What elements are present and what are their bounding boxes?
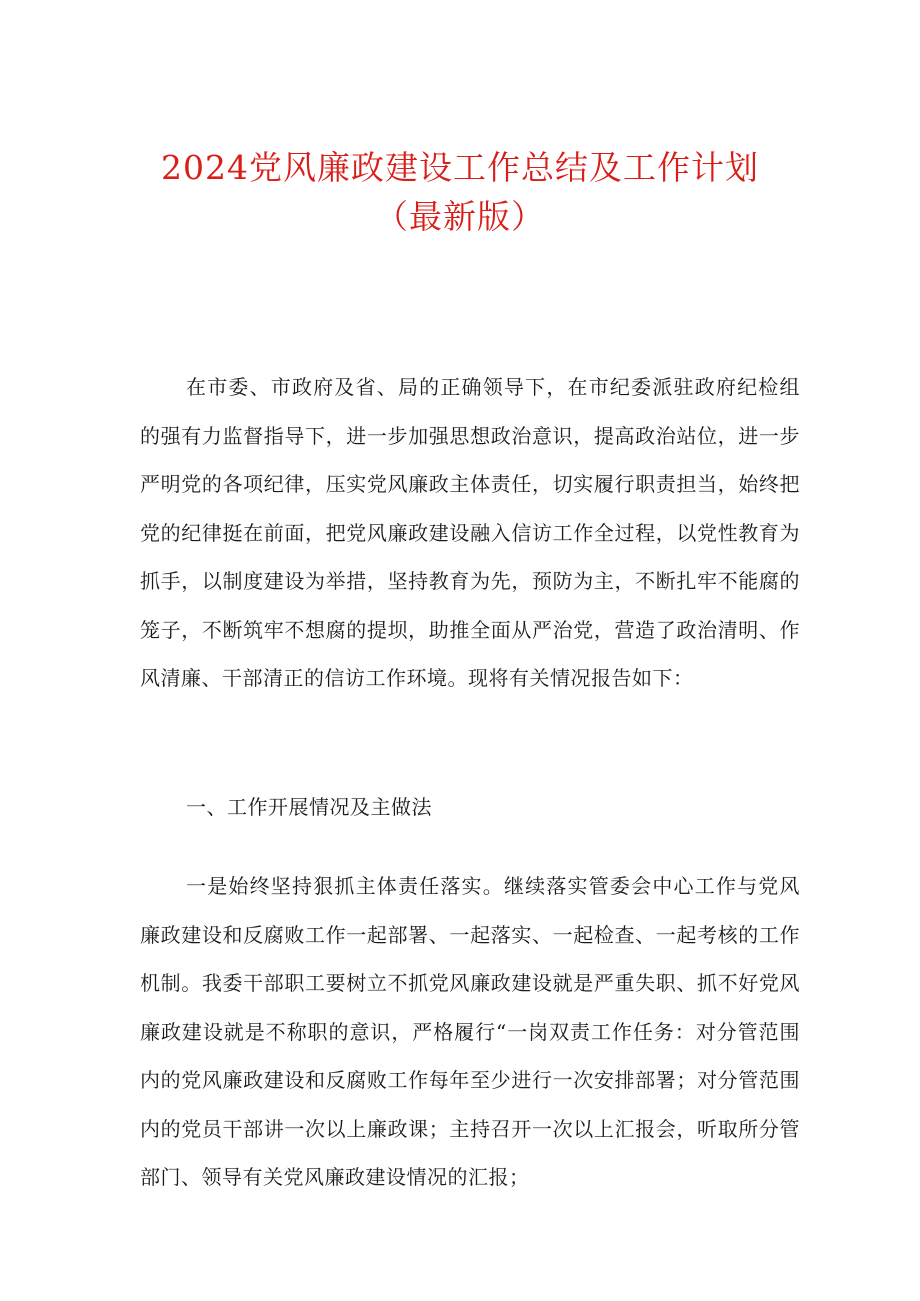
document-subtitle: （最新版） bbox=[375, 197, 545, 236]
section-heading: 一、工作开展情况及主做法 bbox=[186, 795, 432, 819]
intro-paragraph: 在市委、市政府及省、局的正确领导下，在市纪委派驻政府纪检组的强有力监督指导下，进一步加强思想政治意识，提高政治站位，进一步严明党的各项纪律，压实党风廉政主体责任，切实履行职责担当，始终把党的纪律挺在前面，把党风廉政建设融入信访工作全过程，以党性教育为抓手，以制度建设为举措，坚持教育为先，预防为主，不断扎牢不能腐的笼子，不断筑牢不想腐的提坝，助推全面从严治党，营造了政治清明、作风清廉、干部清正的信访工作环境。现将有关情况报告如下： bbox=[140, 375, 800, 690]
body-paragraph: 一是始终坚持狠抓主体责任落实。继续落实管委会中心工作与党风廉政建设和反腐败工作一起部署、一起落实、一起检查、一起考核的工作机制。我委干部职工要树立不抓党风廉政建设就是严重失职、抓不好党风廉政建设就是不称职的意识，严格履行“一岗双责工作任务：对分管范围内的党风廉政建设和反腐败工作每年至少进行一次安排部署；对分管范围内的党员干部讲一次以上廉政课；主持召开一次以上汇报会，听取所分管部门、领导有关党风廉政建设情况的汇报； bbox=[140, 874, 800, 1189]
document-title: 2024党风廉政建设工作总结及工作计划 bbox=[161, 148, 759, 187]
